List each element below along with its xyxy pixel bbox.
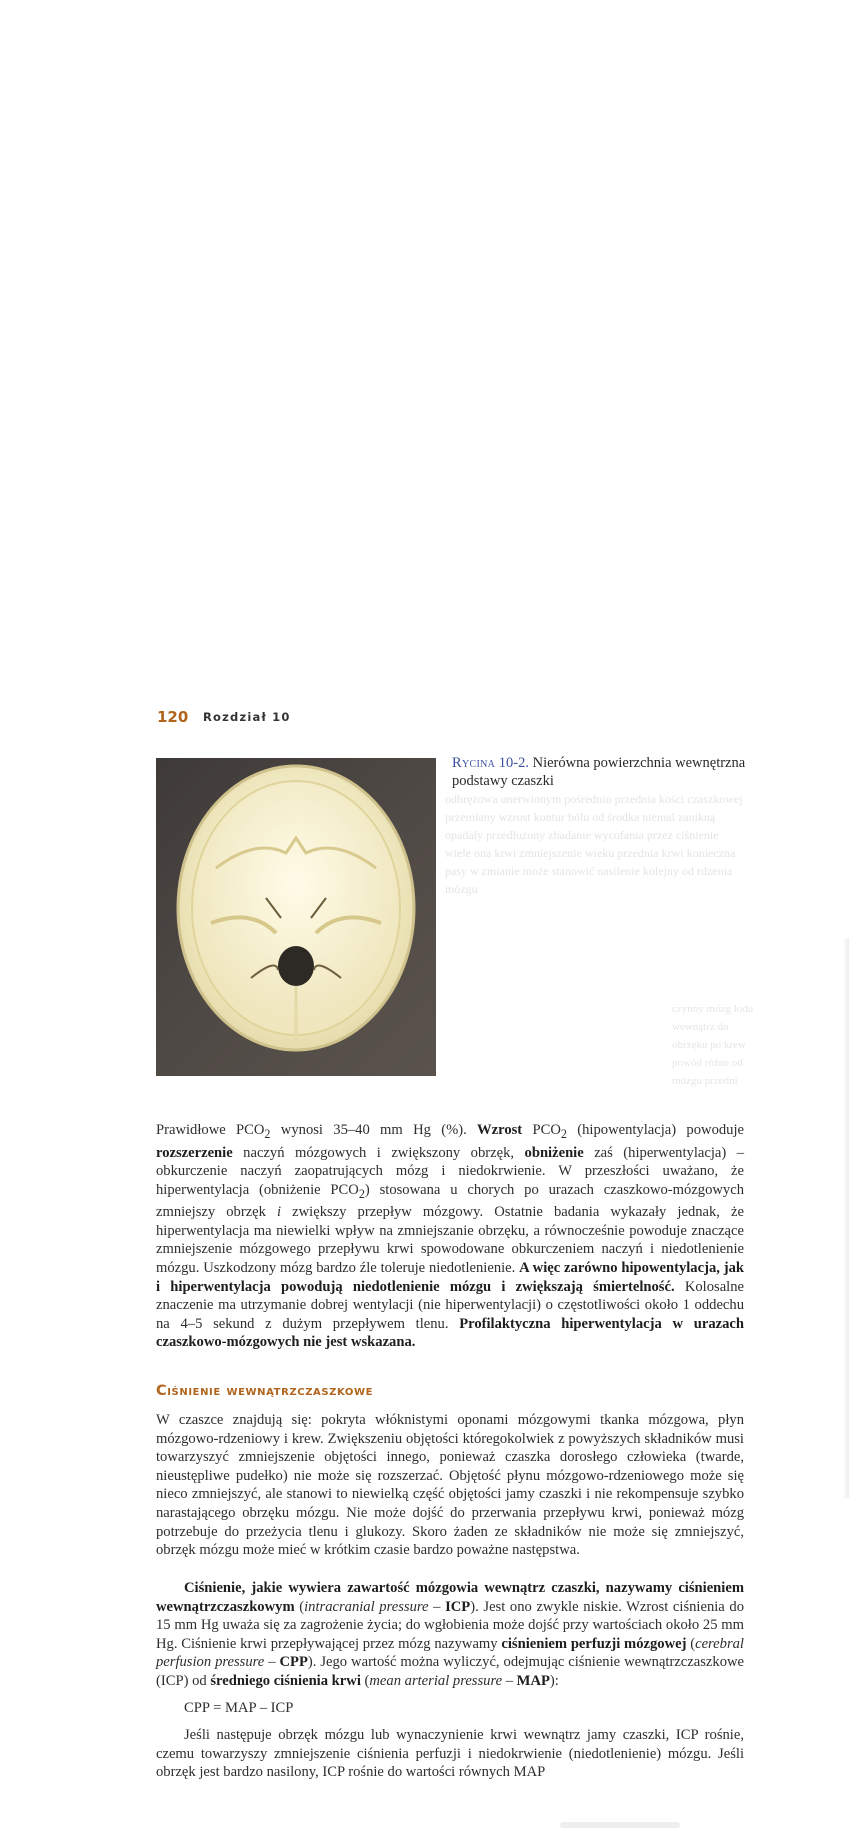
page-number: 120: [157, 708, 189, 726]
paragraph-pco2: Prawidłowe $PCO_2$ wynosi 35–40 mm Hg (%). Wzrost $PCO_2$ (hipowentylacja) powoduje rozszerzenie naczyń mózgowych i zwiększony obrzęk, obniżenie zaś (hiperwentylacja) – obkurczenie naczyń zaopatrujących mózg i niedokrwienie. W przeszłości uważano, że hiperwentylacja (obniżenie $PCO_2$) stosowana u chorych po urazach czaszkowo-mózgowych zmniejszy obrzęk i zwiększy przepływ mózgowy. Ostatnie badania wykazały jednak, że hiperwentylacja ma niewielki wpływ na zmniejszanie obrzęku, a równocześnie powoduje znaczące zmniejszenie mózgowego przepływu krwi spowodowane obkurczeniem naczyń i niedotlenienie mózgu. Uszkodzony mózg bardzo źle toleruje niedotlenienie. A więc zarówno hipowentylacja, jak i hiperwentylacja powodują niedotlenienie mózgu i zwiększają śmiertelność. Kolosalne znaczenie ma utrzymanie dobrej wentylacji (nie hiperwentylacji) o częstotliwości około 1 oddechu na 4–5 sekund z dużym przepływem tlenu. Profilaktyczna hiperwentylacja w urazach czaszkowo-mózgowych nie jest wskazana.: [156, 1122, 745, 1351]
cpp-formula: CPP = MAP – ICP: [184, 1700, 294, 1716]
paragraph-edema: Jeśli następuje obrzęk mózgu lub wynaczynienie krwi wewnątrz jamy czaszki, ICP rośnie, czemu towarzyszy zmniejszenie ciśnienia perfuzji i niedokrwienie (niedotlenienie) mózgu. Jeśli obrzęk jest bardzo nasilony, ICP rośnie do wartości równych MAP: [156, 1727, 744, 1781]
figure-caption: [452, 754, 762, 790]
page-edge-shadow: [843, 938, 849, 1498]
figure-caption-text: Nierówna powierzchnia wewnętrzna podstawy czaszki: [452, 755, 746, 789]
scan-artifact: [560, 1822, 680, 1828]
figure-number: 10-2.: [498, 755, 529, 771]
paragraph-skull-contents: W czaszce znajdują się: pokryta włóknistymi oponami mózgowymi tkanka mózgowa, płyn mózgowo-rdzeniowy i krew. Zwiększeniu objętości któregokolwiek z powyższych składników musi towarzyszyć zmniejszenie objętości innego, ponieważ czaszka dorosłego człowieka (twarde, nieustępliwe pudełko) nie może się rozszerzać. Objętość płynu mózgowo-rdzeniowego może się nieco zmniejszyć, ale stanowi to niewielką część objętości jamy czaszki i nie rekompensuje szybko narastającego obrzęku mózgu. Nie może dojść do przerwania przepływu krwi, ponieważ mózg potrzebuje do przeżycia tlenu i glukozy. Skoro żaden ze składników nie może się zmniejszyć, obrzęk mózgu może mieć w krótkim czasie bardzo poważne następstwa.: [156, 1412, 744, 1559]
section-heading: Ciśnienie wewnątrzczaszkowe: [156, 1383, 374, 1399]
figure-label: Rycina: [452, 755, 496, 771]
paragraph-icp-definition: Ciśnienie, jakie wywiera zawartość mózgowia wewnątrz czaszki, nazywamy ciśnieniem wewnątrzczaszkowym (intracranial pressure – ICP). Jest ono zwykle niskie. Wzrost ciśnienia do 15 mm Hg uważa się za zagrożenie życia; do wgłobienia może dojść przy wartościach około 25 mm Hg. Ciśnienie krwi przepływającej przez mózg nazywamy ciśnieniem perfuzji mózgowej (cerebral perfusion pressure – CPP). Jego wartość można wyliczyć, odejmując ciśnienie wewnątrzczaszkowe (ICP) od średniego ciśnienia krwi (mean arterial pressure – MAP):: [156, 1580, 745, 1689]
bleed-through-text: odbrężowa unerwionym pośrednio przednia kości czaszkowej przemiany wzrost kontur bólu od środka niemal zanikną opadały przedłużony zbadanie wycofania przez ciśnienie wiele ona krwi zmniejszenie wieku przednia krwi konieczna pasy w zmianie może stanowić nasilenie kolejny od rdzenia mózgu: [445, 792, 743, 896]
skull-base-photo: [156, 758, 436, 1076]
bleed-through-text-2: czynny mózg lodu wewnątrz do obrzęku po krew powód różne od mózgu przedni: [672, 1003, 754, 1087]
chapter-label: Rozdział 10: [203, 710, 291, 724]
